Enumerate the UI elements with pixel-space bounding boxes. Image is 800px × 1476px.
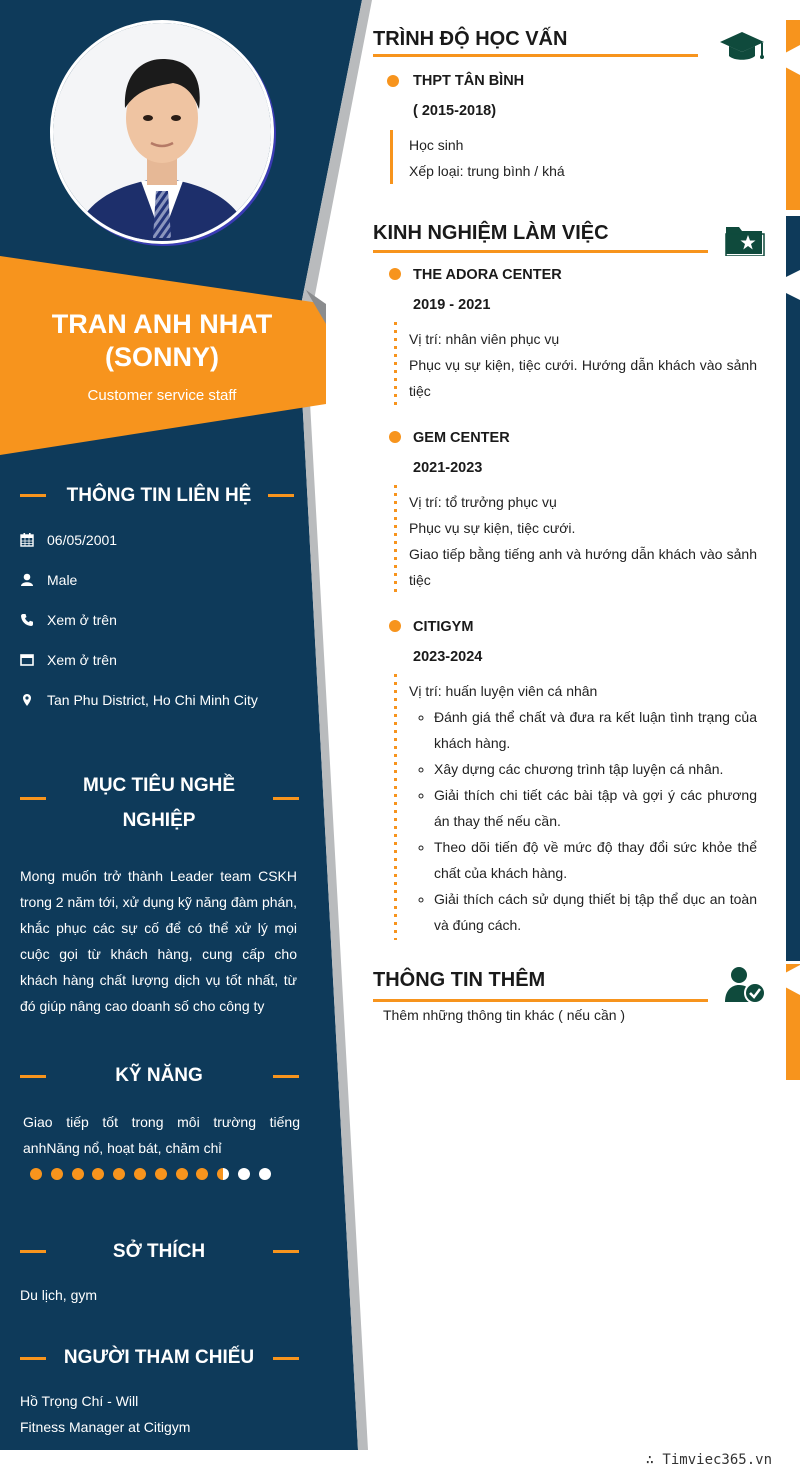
- job-line: Vị trí: nhân viên phục vụ: [409, 331, 560, 347]
- job-line: Vị trí: huấn luyện viên cá nhân: [409, 683, 598, 699]
- phone-icon: [20, 613, 34, 627]
- job-line: Vị trí: tổ trưởng phục vụ: [409, 494, 557, 510]
- contact-address: [20, 690, 258, 710]
- section-dash: [268, 494, 294, 497]
- section-underline: [373, 54, 698, 57]
- skill-dot: [196, 1168, 208, 1180]
- list-item: ◦ Xây dựng các chương trình tập luyện cá nhân.: [434, 756, 757, 782]
- list-item: ◦ Giải thích chi tiết các bài tập và gợi ý các phương án thay thế nếu cần.: [434, 782, 757, 834]
- graduation-cap-icon: [718, 30, 766, 64]
- contact-section-title: THÔNG TIN LIÊN HỆ: [66, 485, 252, 506]
- job-period: 2021-2023: [413, 460, 483, 476]
- skill-dot: [217, 1168, 229, 1180]
- contact-birthday: [20, 530, 117, 550]
- skill-rating: [30, 1168, 280, 1180]
- references-section-title: NGƯỜI THAM CHIẾU: [63, 1347, 255, 1368]
- section-dash: [20, 1357, 46, 1360]
- list-item: ◦ Giải thích cách sử dụng thiết bị tập thể dục an toàn và đúng cách.: [434, 886, 757, 938]
- footer-brand: [646, 1452, 772, 1468]
- education-line-2: Xếp loại: trung bình / khá: [409, 163, 565, 179]
- hobbies-text: Du lịch, gym: [20, 1287, 98, 1303]
- timeline-dotted-line: [394, 485, 397, 595]
- timeline-line: [390, 130, 393, 184]
- skill-dot: [113, 1168, 125, 1180]
- timeline-bullet: [389, 431, 401, 443]
- section-dash: [20, 797, 46, 800]
- profile-photo: [50, 20, 274, 244]
- contact-email: [20, 650, 117, 670]
- list-item: ◦ Theo dõi tiến độ về mức độ thay đổi sức khỏe thể chất của khách hàng.: [434, 834, 757, 886]
- skill-dot: [51, 1168, 63, 1180]
- skill-dot: [92, 1168, 104, 1180]
- skill-dot: [259, 1168, 271, 1180]
- job-line: Phục vụ sự kiện, tiệc cưới. Hướng dẫn khách vào sảnh tiệc: [409, 357, 757, 399]
- profile-name: TRAN ANH NHAT (SONNY): [51, 309, 273, 372]
- map-pin-icon: [20, 693, 34, 707]
- timeline-dotted-line: [394, 674, 397, 940]
- contact-text: Tan Phu District, Ho Chi Minh City: [47, 692, 258, 708]
- additional-section-title: THÔNG TIN THÊM: [373, 969, 546, 991]
- skill-dot: [30, 1168, 42, 1180]
- objective-text: Mong muốn trở thành Leader team CSKH trong 2 năm tới, xử dụng kỹ năng đàm phán, khắc phục các sự cố để có thể xử lý mọi cuộc gọi từ khách hàng, cung cấp cho khách hàng chất lượng dịch vụ tốt nhất, từ đó giúp nâng cao doanh số cho công ty: [20, 868, 297, 1014]
- reference-name: Hồ Trọng Chí - Will: [20, 1393, 139, 1409]
- company-name: CITIGYM: [413, 619, 474, 635]
- additional-text: Thêm những thông tin khác ( nếu cần ): [383, 1007, 626, 1023]
- job-period: 2023-2024: [413, 649, 483, 665]
- contact-gender: [20, 570, 77, 590]
- skill-dot: [134, 1168, 146, 1180]
- section-underline: [373, 250, 708, 253]
- skill-dot: [155, 1168, 167, 1180]
- objective-section-title: MỤC TIÊU NGHỀ NGHIỆP: [83, 775, 235, 831]
- contact-text: 06/05/2001: [47, 532, 118, 548]
- job-line: Giao tiếp bằng tiếng anh và hướng dẫn khách vào sảnh tiệc: [409, 546, 757, 588]
- section-dash: [20, 494, 46, 497]
- list-item: ◦ Đánh giá thể chất và đưa ra kết luận tình trạng của khách hàng.: [434, 704, 757, 756]
- contact-text: Xem ở trên: [47, 612, 117, 628]
- skills-text: Giao tiếp tốt trong môi trường tiếng anhNăng nổ, hoạt bát, chăm chỉ: [23, 1114, 300, 1156]
- hobbies-section-title: SỞ THÍCH: [112, 1241, 206, 1262]
- folder-star-icon: [724, 222, 766, 256]
- section-underline: [373, 999, 708, 1002]
- timeline-bullet: [389, 620, 401, 632]
- reference-role: Fitness Manager at Citigym: [20, 1419, 191, 1435]
- section-dash: [273, 1075, 299, 1078]
- brand-text: Timviec365.vn: [662, 1452, 772, 1468]
- skills-section-title: KỸ NĂNG: [115, 1065, 203, 1086]
- contact-text: Male: [47, 572, 78, 588]
- education-section-title: TRÌNH ĐỘ HỌC VẤN: [373, 28, 568, 50]
- company-name: THE ADORA CENTER: [413, 267, 562, 283]
- education-line-1: Học sinh: [409, 137, 464, 153]
- job-period: 2019 - 2021: [413, 297, 491, 313]
- job-line: Phục vụ sự kiện, tiệc cưới.: [409, 520, 576, 536]
- timeline-dotted-line: [394, 322, 397, 406]
- section-dash: [20, 1250, 46, 1253]
- calendar-icon: [20, 533, 34, 547]
- contact-text: Xem ở trên: [47, 652, 117, 668]
- skill-dot: [176, 1168, 188, 1180]
- section-dash: [20, 1075, 46, 1078]
- skill-dot: [238, 1168, 250, 1180]
- avatar-illustration: [53, 23, 271, 241]
- experience-section-title: KINH NGHIỆM LÀM VIỆC: [373, 222, 609, 244]
- user-check-icon: [724, 966, 766, 1004]
- education-period: ( 2015-2018): [413, 103, 497, 119]
- brand-icon: ∴: [645, 1452, 663, 1468]
- job-title: Customer service staff: [87, 387, 237, 404]
- section-dash: [273, 1357, 299, 1360]
- contact-phone: [20, 610, 117, 630]
- job-bullet-list: [409, 704, 757, 938]
- timeline-bullet: [387, 75, 399, 87]
- section-dash: [273, 797, 299, 800]
- company-name: GEM CENTER: [413, 430, 510, 446]
- section-dash: [273, 1250, 299, 1253]
- skill-dot: [72, 1168, 84, 1180]
- user-icon: [20, 573, 34, 587]
- timeline-bullet: [389, 268, 401, 280]
- school-name: THPT TÂN BÌNH: [413, 73, 525, 89]
- email-icon: [20, 653, 34, 667]
